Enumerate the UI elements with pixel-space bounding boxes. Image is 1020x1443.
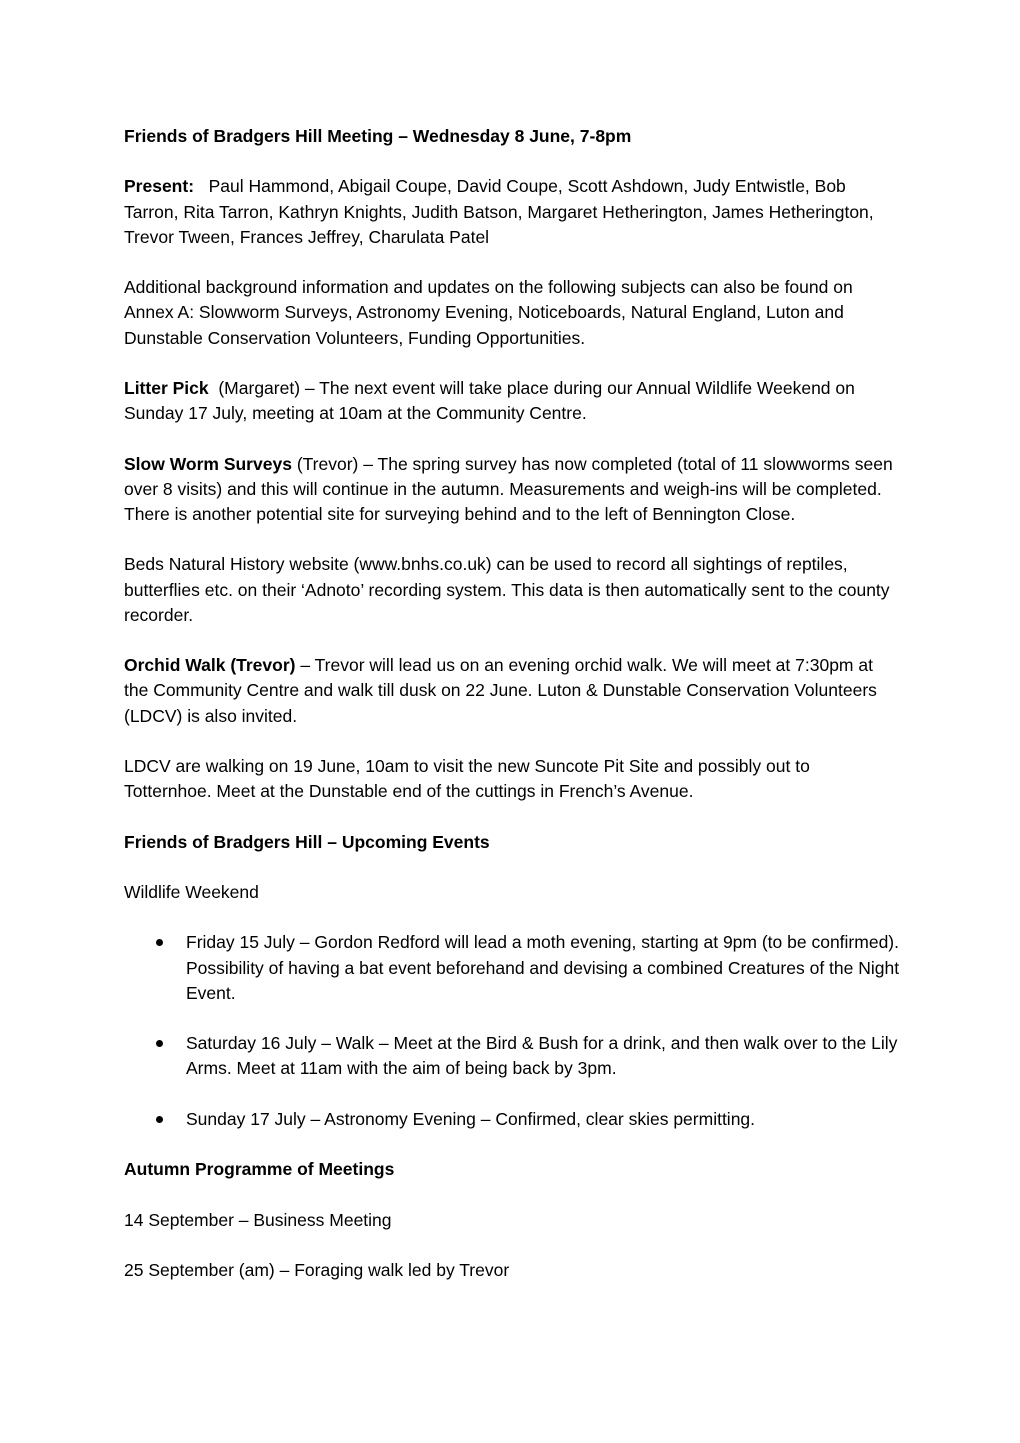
present-paragraph <box>124 174 900 250</box>
autumn-item-foraging-walk: 25 September (am) – Foraging walk led by Trevor <box>124 1259 510 1280</box>
document-page <box>124 124 900 1308</box>
present-label: Present: <box>124 176 195 197</box>
list-item: Saturday 16 July – Walk – Meet at the Bird & Bush for a drink, and then walk over to the Lily Arms. Meet at 11am with the aim of being back by 3pm. <box>124 1031 900 1081</box>
slow-worm-heading: Slow Worm Surveys <box>124 453 292 474</box>
litter-pick-heading: Litter Pick <box>124 377 209 398</box>
bullet-icon <box>156 1116 163 1123</box>
meeting-title: Friends of Bradgers Hill Meeting – Wednesday 8 June, 7-8pm <box>124 126 632 146</box>
slow-worm-paragraph <box>124 452 900 528</box>
autumn-item-business-meeting: 14 September – Business Meeting <box>124 1209 392 1230</box>
litter-pick-paragraph <box>124 376 900 426</box>
litter-pick-text: (Margaret) – The next event will take place during our Annual Wildlife Weekend on Sunday 17 July, meeting at 10am at the Community Centre. <box>124 377 855 424</box>
wildlife-weekend-label: Wildlife Weekend <box>124 881 259 902</box>
additional-info-paragraph: Additional background information and updates on the following subjects can also be found on Annex A: Slowworm Surveys, Astronomy Evening, Noticeboards, Natural England, Luton and Dunstable Conservation Volunteers, Funding Opportunities. <box>124 277 853 348</box>
orchid-walk-text: – Trevor will lead us on an evening orchid walk. We will meet at 7:30pm at the Community Centre and walk till dusk on 22 June. Luton & Dunstable Conservation Volunteers (LDCV) is also invited. <box>124 655 877 726</box>
bullet-icon <box>156 939 163 946</box>
orchid-walk-paragraph <box>124 653 900 729</box>
list-item: Friday 15 July – Gordon Redford will lead a moth evening, starting at 9pm (to be confirmed). Possibility of having a bat event beforehand and devising a combined Creatures of the Night Event. <box>124 930 900 1006</box>
ldcv-paragraph: LDCV are walking on 19 June, 10am to visit the new Suncote Pit Site and possibly out to Totternhoe. Meet at the Dunstable end of the cuttings in French’s Avenue. <box>124 755 810 802</box>
upcoming-events-heading: Friends of Bradgers Hill – Upcoming Events <box>124 831 490 852</box>
wildlife-weekend-list <box>124 930 900 1132</box>
list-item: Sunday 17 July – Astronomy Evening – Confirmed, clear skies permitting. <box>124 1107 900 1132</box>
autumn-programme-heading: Autumn Programme of Meetings <box>124 1159 395 1180</box>
bullet-icon <box>156 1040 163 1047</box>
beds-natural-history-paragraph: Beds Natural History website (www.bnhs.co.uk) can be used to record all sightings of reptiles, butterflies etc. on their ‘Adnoto’ recording system. This data is then automatically sent to the county recorder. <box>124 554 890 625</box>
orchid-walk-heading: Orchid Walk (Trevor) <box>124 655 296 676</box>
slow-worm-text: (Trevor) – The spring survey has now completed (total of 11 slowworms seen over 8 visits) and this will continue in the autumn. Measurements and weigh-ins will be completed. There is another potential site for surveying behind and to the left of Bennington Close. <box>124 453 893 524</box>
present-names: Paul Hammond, Abigail Coupe, David Coupe, Scott Ashdown, Judy Entwistle, Bob Tarron, Rita Tarron, Kathryn Knights, Judith Batson, Margaret Hetherington, James Hetherington, Trevor Tween, Frances Jeffrey, Charulata Patel <box>124 176 874 247</box>
